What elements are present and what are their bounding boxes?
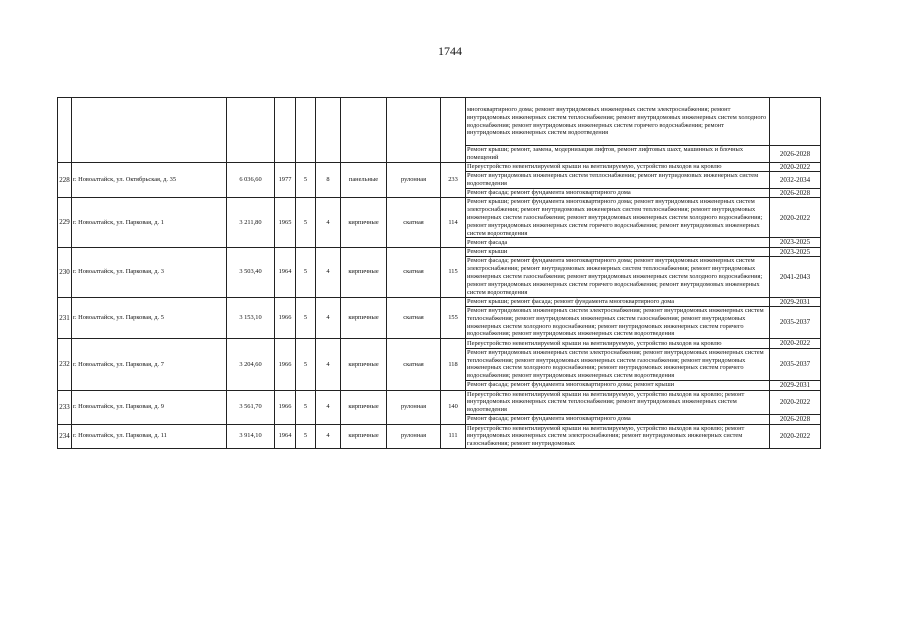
total-area: 6 036,60 bbox=[227, 162, 275, 198]
work-description: Ремонт крыши; ремонт фундамента многоквартирного дома; ремонт внутридомовых инженерных систем электроснабжения; ремонт внутридомовых инженерных систем теплоснабжения; ремонт внутридомовых инженерных систем газоснабжения; ремонт внутридомовых инженерных систем холодного водоснабжения; ремонт внутридомовых инженерных систем горячего водоснабжения; ремонт внутридомовых инженерных систем водоотведения bbox=[466, 198, 770, 238]
continuation-row bbox=[58, 98, 821, 146]
entrance-count: 4 bbox=[316, 198, 341, 248]
empty-cell bbox=[227, 98, 275, 163]
wall-material: кирпичные bbox=[341, 198, 387, 248]
build-year: 1977 bbox=[275, 162, 296, 198]
empty-cell bbox=[441, 98, 466, 163]
work-description: Переустройство невентилируемой крыши на вентилируемую, устройство выходов на кровлю bbox=[466, 162, 770, 172]
total-area: 3 914,10 bbox=[227, 424, 275, 448]
empty-cell bbox=[387, 98, 441, 163]
work-period: 2020-2022 bbox=[770, 390, 821, 414]
floor-count: 5 bbox=[296, 339, 316, 390]
roof-type: рулонная bbox=[387, 390, 441, 424]
build-year: 1965 bbox=[275, 198, 296, 248]
build-year: 1966 bbox=[275, 297, 296, 339]
entrance-count: 4 bbox=[316, 247, 341, 297]
work-period: 2035-2037 bbox=[770, 307, 821, 339]
work-description: Ремонт крыши bbox=[466, 247, 770, 257]
roof-type: скатная bbox=[387, 198, 441, 248]
work-description: Ремонт внутридомовых инженерных систем электроснабжения; ремонт внутридомовых инженерных систем теплоснабжения; ремонт внутридомовых инженерных систем газоснабжения; ремонт внутридомовых инженерных систем холодного водоснабжения; ремонт внутридомовых инженерных систем горячего водоснабжения; ремонт внутридомовых инженерных систем водоотведения bbox=[466, 348, 770, 380]
row-number: 232 bbox=[58, 339, 72, 390]
work-period: 2020-2022 bbox=[770, 339, 821, 349]
apartment-count: 118 bbox=[441, 339, 466, 390]
row-number: 234 bbox=[58, 424, 72, 448]
work-description: Ремонт фасада; ремонт фундамента многоквартирного дома bbox=[466, 415, 770, 425]
work-description: многоквартирного дома; ремонт внутридомовых инженерных систем электроснабжения; ремонт внутридомовых инженерных систем теплоснабжения; ремонт внутридомовых инженерных систем холодного водоснабжения; ремонт внутридомовых инженерных систем горячего водоснабжения; ремонт внутридомовых инженерных систем водоотведения bbox=[466, 98, 770, 146]
wall-material: кирпичные bbox=[341, 297, 387, 339]
floor-count: 5 bbox=[296, 198, 316, 248]
roof-type: скатная bbox=[387, 247, 441, 297]
work-period bbox=[770, 98, 821, 146]
housing-register-table bbox=[57, 97, 821, 449]
table-row bbox=[58, 247, 821, 257]
wall-material: кирпичные bbox=[341, 390, 387, 424]
work-description: Ремонт фасада; ремонт фундамента многоквартирного дома bbox=[466, 188, 770, 198]
build-year: 1964 bbox=[275, 424, 296, 448]
table-row bbox=[58, 390, 821, 414]
work-period: 2029-2031 bbox=[770, 381, 821, 391]
entrance-count: 4 bbox=[316, 390, 341, 424]
page-number: 1744 bbox=[438, 44, 462, 58]
work-description: Ремонт внутридомовых инженерных систем электроснабжения; ремонт внутридомовых инженерных систем теплоснабжения; ремонт внутридомовых инженерных систем газоснабжения; ремонт внутридомовых инженерных систем холодного водоснабжения; ремонт внутридомовых инженерных систем горячего водоснабжения; ремонт внутридомовых инженерных систем водоотведения bbox=[466, 307, 770, 339]
address: г. Новоалтайск, ул. Парковая, д. 1 bbox=[72, 198, 227, 248]
work-period: 2026-2028 bbox=[770, 146, 821, 163]
address: г. Новоалтайск, ул. Октябрьская, д. 35 bbox=[72, 162, 227, 198]
work-description: Ремонт крыши; ремонт, замена, модернизация лифтов, ремонт лифтовых шахт, машинных и блочных помещений bbox=[466, 146, 770, 163]
work-period: 2029-2031 bbox=[770, 297, 821, 307]
address: г. Новоалтайск, ул. Парковая, д. 5 bbox=[72, 297, 227, 339]
apartment-count: 140 bbox=[441, 390, 466, 424]
roof-type: скатная bbox=[387, 339, 441, 390]
floor-count: 5 bbox=[296, 390, 316, 424]
row-number: 230 bbox=[58, 247, 72, 297]
address: г. Новоалтайск, ул. Парковая, д. 3 bbox=[72, 247, 227, 297]
work-description: Ремонт фасада; ремонт фундамента многоквартирного дома; ремонт внутридомовых инженерных систем электроснабжения; ремонт внутридомовых инженерных систем теплоснабжения; ремонт внутридомовых инженерных систем газоснабжения; ремонт внутридомовых инженерных систем холодного водоснабжения; ремонт внутридомовых инженерных систем горячего водоснабжения; ремонт внутридомовых инженерных систем водоотведения bbox=[466, 257, 770, 297]
register-body bbox=[58, 98, 821, 449]
wall-material: кирпичные bbox=[341, 339, 387, 390]
roof-type: рулонная bbox=[387, 424, 441, 448]
build-year: 1964 bbox=[275, 247, 296, 297]
roof-type: скатная bbox=[387, 297, 441, 339]
table-row bbox=[58, 162, 821, 172]
table-row bbox=[58, 198, 821, 238]
address: г. Новоалтайск, ул. Парковая, д. 7 bbox=[72, 339, 227, 390]
apartment-count: 233 bbox=[441, 162, 466, 198]
entrance-count: 4 bbox=[316, 339, 341, 390]
wall-material: панельные bbox=[341, 162, 387, 198]
wall-material: кирпичные bbox=[341, 247, 387, 297]
empty-cell bbox=[72, 98, 227, 163]
empty-cell bbox=[316, 98, 341, 163]
address: г. Новоалтайск, ул. Парковая, д. 11 bbox=[72, 424, 227, 448]
work-description: Переустройство невентилируемой крыши на вентилируемую, устройство выходов на кровлю bbox=[466, 339, 770, 349]
work-description: Переустройство невентилируемой крыши на вентилируемую, устройство выходов на кровлю; ремонт внутридомовых инженерных систем электроснабжения; ремонт внутридомовых инженерных систем газоснабжения; ремонт внутридомовых bbox=[466, 424, 770, 448]
address: г. Новоалтайск, ул. Парковая, д. 9 bbox=[72, 390, 227, 424]
floor-count: 5 bbox=[296, 247, 316, 297]
apartment-count: 111 bbox=[441, 424, 466, 448]
apartment-count: 155 bbox=[441, 297, 466, 339]
work-period: 2023-2025 bbox=[770, 238, 821, 248]
work-period: 2020-2022 bbox=[770, 162, 821, 172]
work-period: 2020-2022 bbox=[770, 198, 821, 238]
work-description: Ремонт фасада bbox=[466, 238, 770, 248]
empty-cell bbox=[341, 98, 387, 163]
work-description: Ремонт внутридомовых инженерных систем теплоснабжения; ремонт внутридомовых инженерных систем водоотведения bbox=[466, 172, 770, 189]
row-number: 228 bbox=[58, 162, 72, 198]
build-year: 1966 bbox=[275, 339, 296, 390]
row-number: 229 bbox=[58, 198, 72, 248]
empty-cell bbox=[58, 98, 72, 163]
work-description: Ремонт фасада; ремонт фундамента многоквартирного дома; ремонт крыши bbox=[466, 381, 770, 391]
empty-cell bbox=[296, 98, 316, 163]
floor-count: 5 bbox=[296, 424, 316, 448]
floor-count: 5 bbox=[296, 297, 316, 339]
work-period: 2041-2043 bbox=[770, 257, 821, 297]
total-area: 3 153,10 bbox=[227, 297, 275, 339]
work-period: 2026-2028 bbox=[770, 188, 821, 198]
work-period: 2023-2025 bbox=[770, 247, 821, 257]
table-row bbox=[58, 339, 821, 349]
row-number: 233 bbox=[58, 390, 72, 424]
roof-type: рулонная bbox=[387, 162, 441, 198]
work-description: Переустройство невентилируемой крыши на вентилируемую, устройство выходов на кровлю; ремонт внутридомовых инженерных систем теплоснабжения; ремонт внутридомовых инженерных систем водоотведения bbox=[466, 390, 770, 414]
entrance-count: 4 bbox=[316, 297, 341, 339]
work-period: 2026-2028 bbox=[770, 415, 821, 425]
total-area: 3 211,80 bbox=[227, 198, 275, 248]
floor-count: 5 bbox=[296, 162, 316, 198]
empty-cell bbox=[275, 98, 296, 163]
apartment-count: 115 bbox=[441, 247, 466, 297]
row-number: 231 bbox=[58, 297, 72, 339]
table-row bbox=[58, 424, 821, 448]
wall-material: кирпичные bbox=[341, 424, 387, 448]
work-period: 2035-2037 bbox=[770, 348, 821, 380]
work-description: Ремонт крыши; ремонт фасада; ремонт фундамента многоквартирного дома bbox=[466, 297, 770, 307]
build-year: 1966 bbox=[275, 390, 296, 424]
work-period: 2032-2034 bbox=[770, 172, 821, 189]
work-period: 2020-2022 bbox=[770, 424, 821, 448]
table-row bbox=[58, 297, 821, 307]
total-area: 3 204,60 bbox=[227, 339, 275, 390]
apartment-count: 114 bbox=[441, 198, 466, 248]
total-area: 3 561,70 bbox=[227, 390, 275, 424]
total-area: 3 503,40 bbox=[227, 247, 275, 297]
entrance-count: 4 bbox=[316, 424, 341, 448]
entrance-count: 8 bbox=[316, 162, 341, 198]
